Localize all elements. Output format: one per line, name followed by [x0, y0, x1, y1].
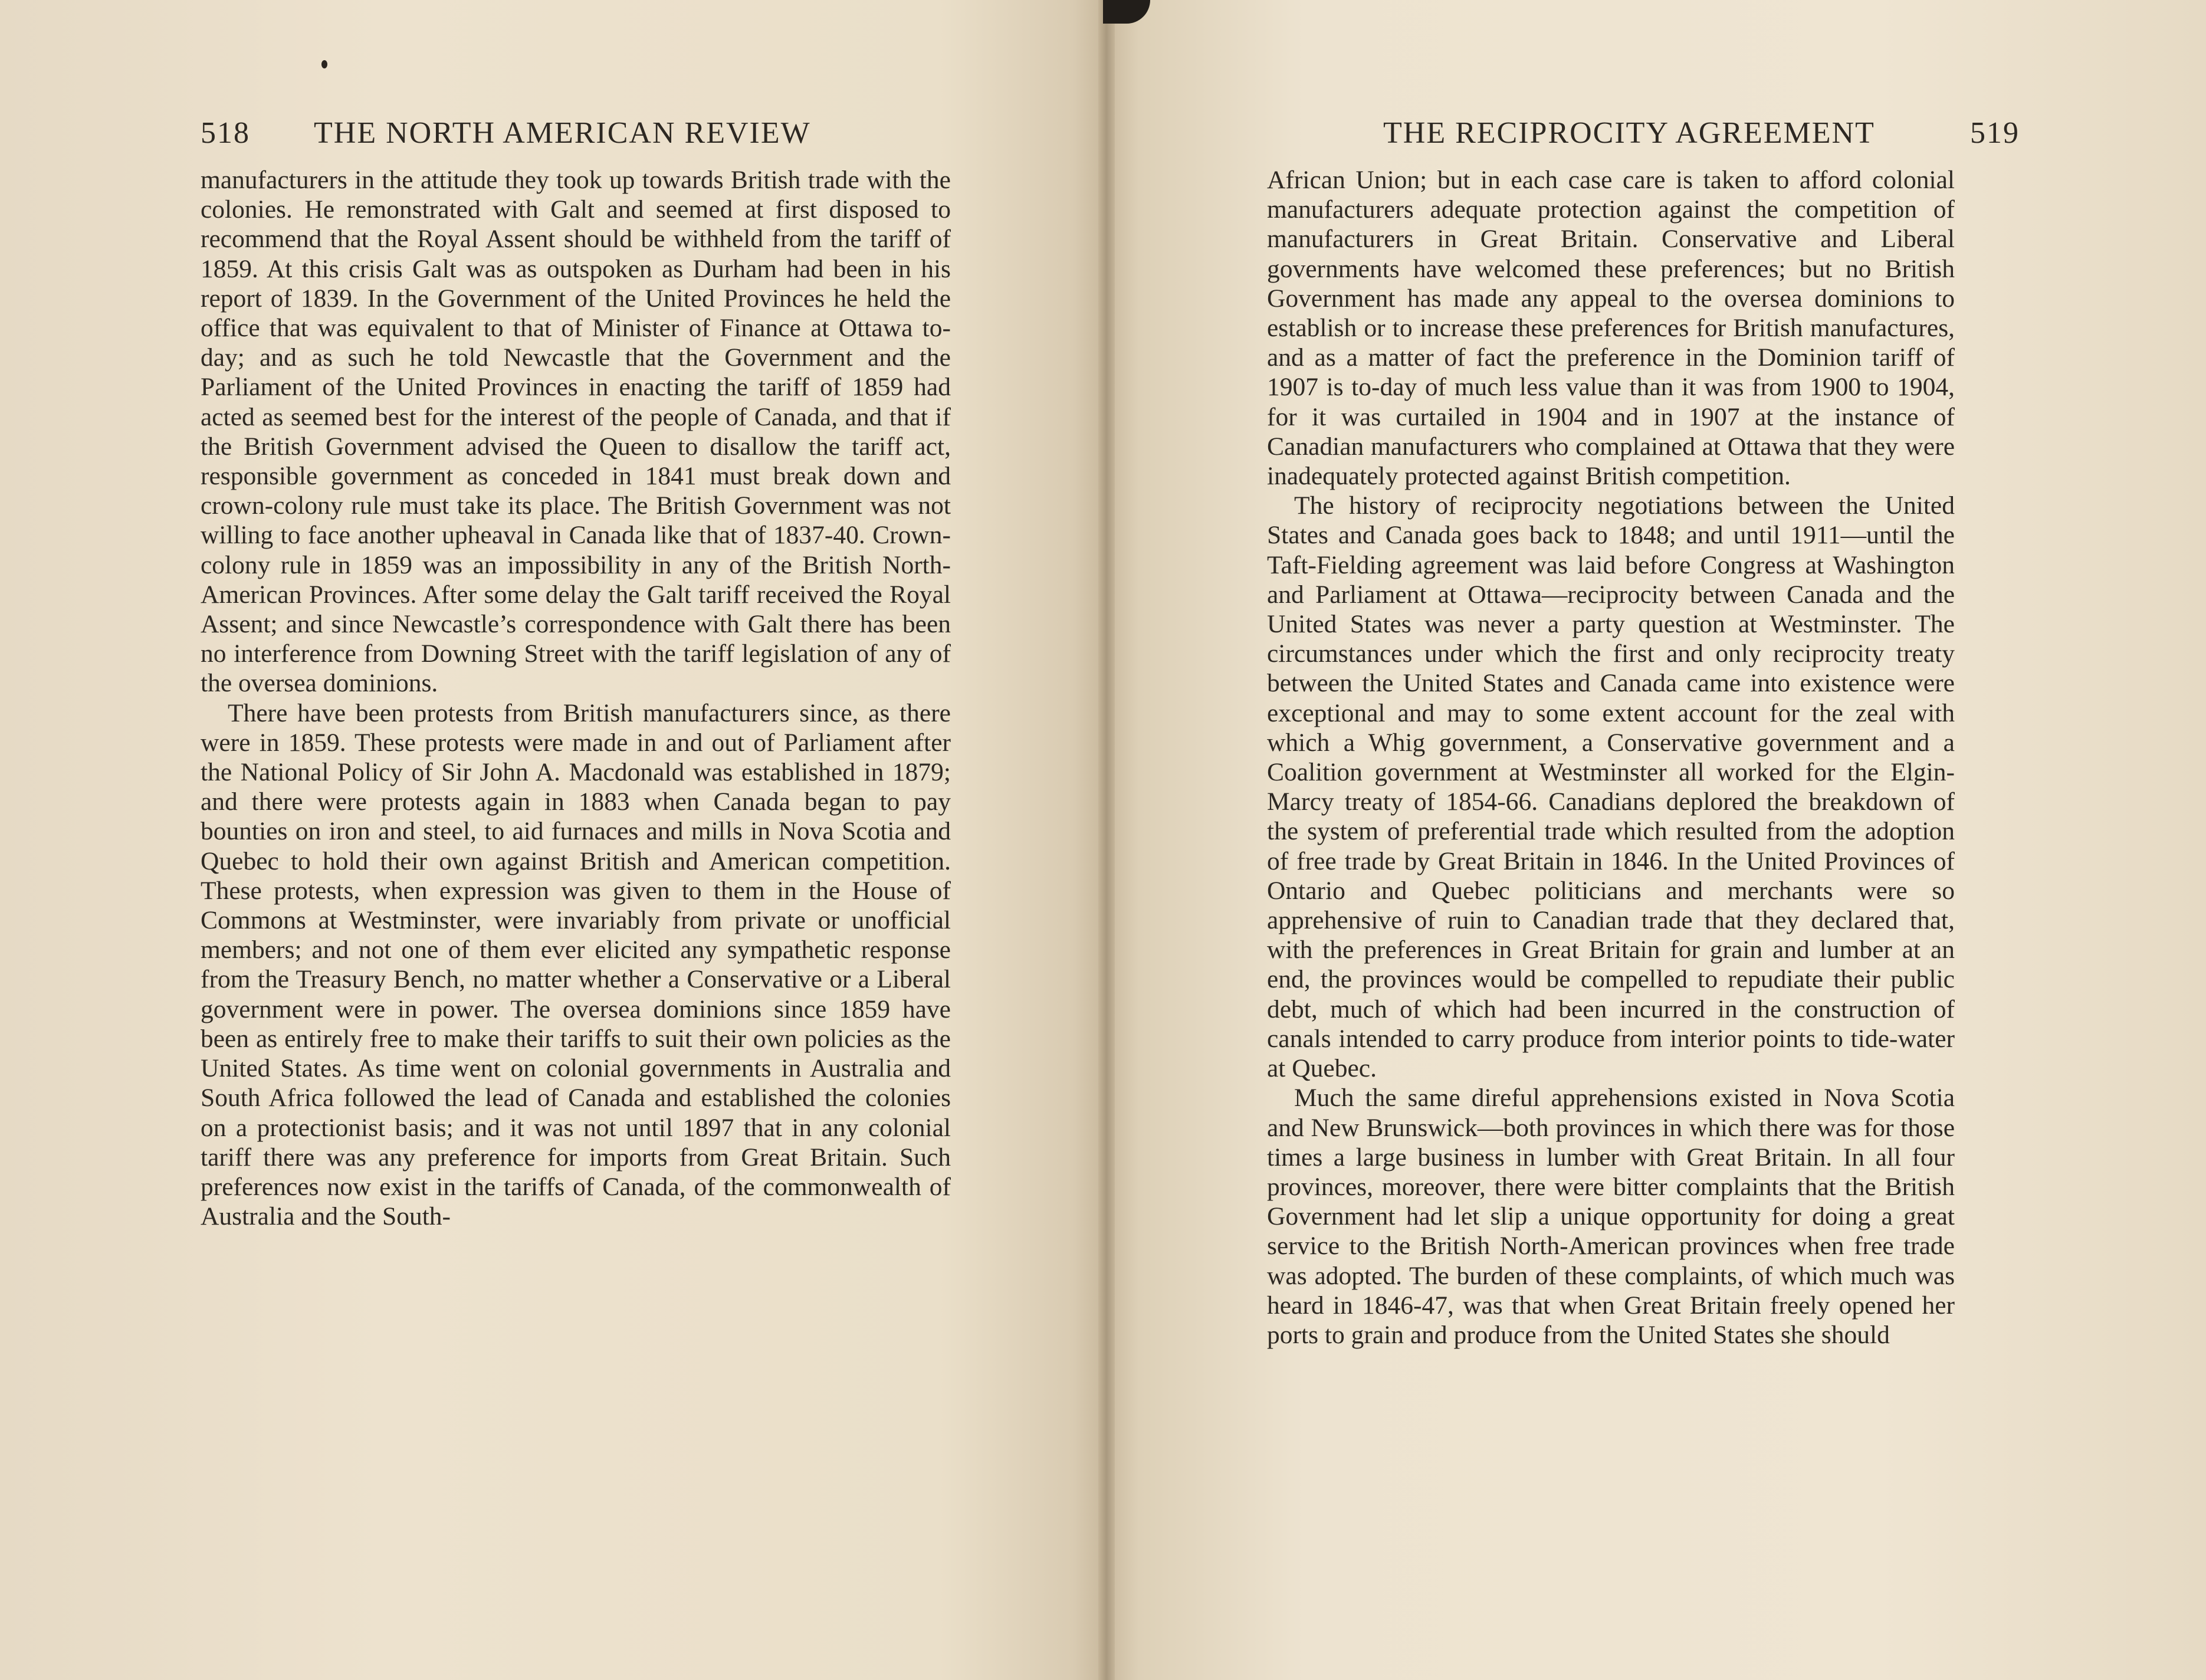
- book-gutter: [1098, 0, 1115, 1680]
- body-text: [201, 165, 951, 1231]
- right-page: [1106, 0, 2206, 1680]
- running-title: THE NORTH AMERICAN REVIEW: [314, 116, 811, 150]
- paragraph: The history of reciprocity negotiations between the United States and Canada goes back to 1848; and until 1911—until the Taft-Fielding agreement was laid before Congress at Washington and Parliament at Ottawa—reciprocity between Canada and the United States was never a party question at Westminster. The circumstances under which the first and only reciprocity treaty between the United States and Canada came into existence were exceptional and may to some extent account for the zeal with which a Whig government, a Conservative government and a Coalition government at Westminster all worked for the Elgin-Marcy treaty of 1854-66. Canadians deplored the breakdown of the system of preferential trade which resulted from the adoption of free trade by Great Britain in 1846. In the United Provinces of Ontario and Quebec politicians and merchants were so apprehensive of ruin to Canadian trade that they declared that, with the preferences in Great Britain for grain and lumber at an end, the provinces would be compelled to repudiate their public debt, much of which had been incurred in the construction of canals intended to carry produce from interior points to tide-water at Quebec.: [1267, 491, 1955, 1083]
- paragraph: There have been protests from British manufacturers since, as there were in 1859. These protests were made in and out of Parliament after the National Policy of Sir John A. Macdonald was established in 1879; and there were protests again in 1883 when Canada began to pay bounties on iron and steel, to aid furnaces and mills in Nova Scotia and Quebec to hold their own against British and American competition. These protests, when expression was given to them in the House of Commons at Westminster, were invariably from private or unofficial members; and not one of them ever elicited any sympathetic response from the Treasury Bench, no matter whether a Conservative or a Liberal government were in power. The oversea dominions since 1859 have been as entirely free to make their tariffs to suit their own policies as the United States. As time went on colonial governments in Australia and South Africa followed the lead of Canada and established the colonies on a protectionist basis; and it was not until 1897 that in any colonial tariff there was any preference for imports from Great Britain. Such preferences now exist in the tariffs of Canada, of the commonwealth of Australia and the South-: [201, 698, 951, 1231]
- page-number: 518: [201, 116, 250, 150]
- paragraph: manufacturers in the attitude they took up towards British trade with the colonies. He remonstrated with Galt and seemed at first disposed to recommend that the Royal Assent should be withheld from the tariff of 1859. At this crisis Galt was as outspoken as Durham had been in his report of 1839. In the Government of the United Provinces he held the office that was equivalent to that of Minister of Finance at Ottawa to-day; and as such he told Newcastle that the Government and the Parliament of the United Provinces in enacting the tariff of 1859 had acted as seemed best for the interest of the people of Canada, and that if the British Government advised the Queen to disallow the tariff act, responsible government as conceded in 1841 must break down and crown-colony rule must take its place. The British Government was not willing to face another upheaval in Canada like that of 1837-40. Crown-colony rule in 1859 was an impossibility in any of the British North-American Provinces. After some delay the Galt tariff received the Royal Assent; and since Newcastle’s correspondence with Galt there has been no interference from Downing Street with the tariff legislation of any of the oversea dominions.: [201, 166, 951, 698]
- paragraph: Much the same direful apprehensions existed in Nova Scotia and New Brunswick—both provinces in which there was for those times a large business in lumber with Great Britain. In all four provinces, moreover, there were bitter complaints that the British Government had let slip a unique opportunity for doing a great service to the British North-American provinces when free trade was adopted. The burden of these complaints, of which much was heard in 1846-47, was that when Great Britain freely opened her ports to grain and produce from the United States she should: [1267, 1084, 1955, 1349]
- page-number: 519: [1970, 116, 2020, 150]
- running-title: THE RECIPROCITY AGREEMENT: [1383, 116, 1875, 150]
- ink-speck: [321, 60, 327, 68]
- paragraph: African Union; but in each case care is taken to afford colonial manufacturers adequate protection against the competition of manufacturers in Great Britain. Conservative and Liberal governments have welcomed these preferences; but no British Government has made any appeal to the oversea dominions to establish or to increase these preferences for British manufactures, and as a matter of fact the preference in the Dominion tariff of 1907 is to-day of much less value than it was from 1900 to 1904, for it was curtailed in 1904 and in 1907 at the instance of Canadian manufacturers who complained at Ottawa that they were inadequately protected against British competition.: [1267, 166, 1955, 491]
- body-text: [1267, 165, 1955, 1350]
